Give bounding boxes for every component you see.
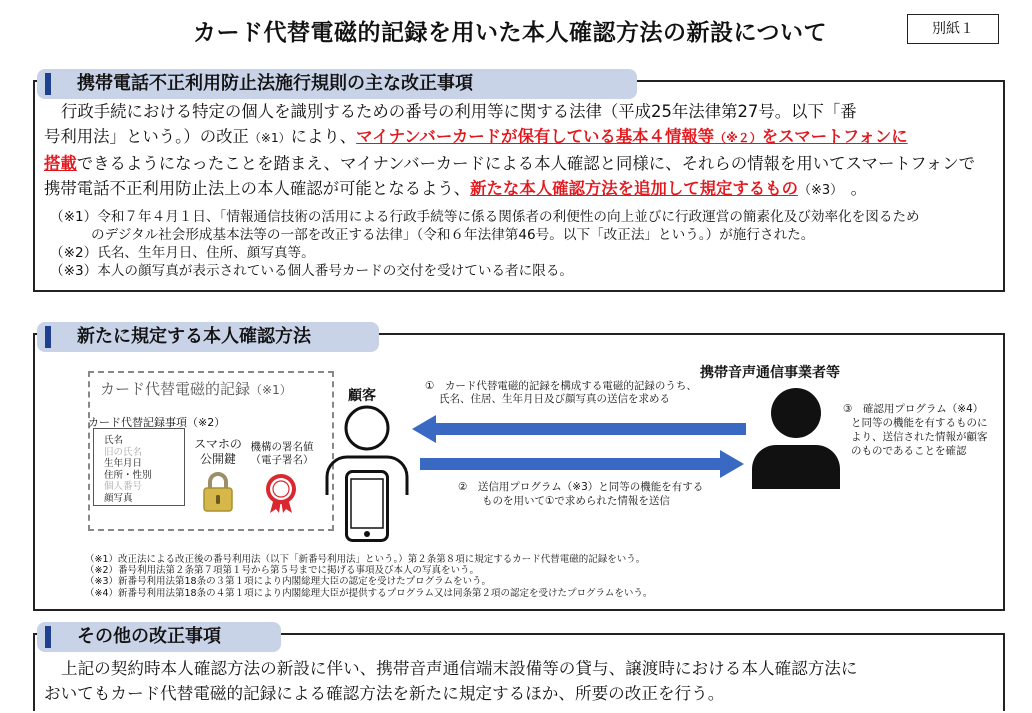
- step-2-text: [458, 480, 703, 508]
- note-3: （※3）本人の顔写真が表示されている個人番号カードの交付を受けている者に限る。: [50, 263, 574, 279]
- customer-label: 顧客: [348, 388, 376, 404]
- step-line: と同等の機能を有するものに: [851, 417, 988, 429]
- padlock-icon: [201, 471, 235, 513]
- note-1-cont: のデジタル社会形成基本法等の一部を改正する法律」（令和６年法律第46号。以下「改正法」という。）が施行された。: [91, 227, 815, 243]
- carrier-person-icon: [748, 385, 844, 493]
- note-ref: （※3）: [797, 183, 837, 198]
- step-line: ③ 確認用プログラム（※4）: [843, 403, 984, 415]
- card-item: 住所・性別: [104, 469, 152, 481]
- para-line-1: 行政手続における特定の個人を識別するための番号の利用等に関する法律（平成25年法律第27号。以下「番: [61, 102, 857, 121]
- card-item: 生年月日: [104, 458, 143, 469]
- note-2: （※2）氏名、生年月日、住所、顔写真等。: [50, 245, 315, 261]
- footnote-3: （※3）新番号利用法第18条の３第１項により内閣総理大臣の認定を受けたプログラムをいう。: [85, 576, 491, 588]
- card-record-title: [100, 378, 292, 399]
- step-line: ② 送信用プログラム（※3）と同等の機能を有する: [458, 481, 704, 493]
- para-line-1: 上記の契約時本人確認方法の新設に伴い、携帯音声通信端末設備等の貸与、譲渡時における本人確認方法に: [61, 659, 858, 678]
- text-span: できるようになったことを踏まえ、マイナンバーカードによる本人確認と同様に、それらの情報を用いてスマートフォンで: [76, 154, 975, 173]
- smartphone-icon: [345, 470, 389, 542]
- section1-notes: [50, 208, 1000, 280]
- card-item: 氏名: [104, 435, 124, 446]
- footnote-2: （※2）番号利用法第２条第７項第１号から第５号までに掲げる事項及び本人の写真をいう。: [85, 565, 480, 577]
- step-line: ものを用いて①で求められた情報を送信: [482, 495, 670, 507]
- heading-bar-icon: [45, 73, 51, 95]
- highlight-text: マイナンバーカードが保有している基本４情報等: [356, 127, 715, 146]
- highlight-text: 新たな本人確認方法を追加して規定するもの: [470, 179, 798, 198]
- send-arrow-icon: [420, 449, 744, 479]
- text-span: 。: [850, 179, 868, 198]
- card-items-list: [104, 435, 184, 504]
- request-arrow-icon: [412, 414, 746, 444]
- key-label-line: 公開鍵: [199, 452, 236, 466]
- para-line-4: [44, 176, 1004, 203]
- attachment-badge: 別紙１: [907, 14, 999, 44]
- section-heading-text: その他の改正事項: [77, 626, 221, 647]
- section1-paragraph: [44, 99, 1004, 203]
- note-ref: （※1）: [250, 383, 292, 397]
- seal-icon: [262, 472, 300, 514]
- card-items-box: [93, 428, 185, 506]
- note-ref: （※1）: [248, 131, 291, 145]
- page-title: カード代替電磁的記録を用いた本人確認方法の新設について: [192, 20, 828, 46]
- sig-label-line: （電子署名）: [250, 454, 314, 466]
- step-line: より、送信された情報が顧客: [851, 431, 988, 443]
- step-3-text: [843, 402, 988, 458]
- footnote-4: （※4）新番号利用法第18条の４第１項により内閣総理大臣が提供するプログラム又は同条第２項の認定を受けたプログラムをいう。: [85, 587, 653, 599]
- card-title-text: カード代替電磁的記録: [100, 380, 251, 398]
- heading-bar-icon: [45, 326, 51, 348]
- section-heading-text: 携帯電話不正利用防止法施行規則の主な改正事項: [77, 73, 473, 94]
- heading-bar-icon: [45, 626, 51, 648]
- card-items-title: カード代替記録事項（※2）: [88, 416, 226, 429]
- step-line: ① カード代替電磁的記録を構成する電磁的記録のうち、: [425, 380, 697, 392]
- carrier-label: 携帯音声通信事業者等: [700, 365, 840, 381]
- step-1-text: [425, 380, 697, 406]
- step-line: のものであることを確認: [851, 445, 967, 457]
- card-item: 顔写真: [104, 492, 133, 504]
- highlight-text: 搭載: [44, 154, 77, 173]
- note-1: （※1）令和７年４月１日、「情報通信技術の活用による行政手続等に係る関係者の利便性の向上並びに行政運営の簡素化及び効率化を図るため: [50, 209, 920, 225]
- text-span: 携帯電話不正利用防止法上の本人確認が可能となるよう、: [44, 179, 471, 198]
- text-span: 号利用法」という。）の改正: [44, 127, 249, 146]
- highlight-note-ref: （※２）: [714, 131, 762, 145]
- step-line: 氏名、住居、生年月日及び顔写真の送信を求める: [439, 393, 670, 405]
- section-heading-new-method: [37, 322, 379, 352]
- para-line-2: おいてもカード代替電磁的記録による確認方法を新たに規定するほか、所要の改正を行う。: [44, 684, 725, 703]
- signature-label: [244, 441, 320, 467]
- text-span: により、: [290, 127, 357, 146]
- section3-paragraph: [44, 656, 1004, 706]
- section-heading-main-amendments: [37, 69, 637, 99]
- section2-footnotes: [85, 554, 985, 599]
- para-line-3: [44, 151, 1004, 176]
- highlight-text: をスマートフォンに: [761, 127, 908, 146]
- section-heading-other-amendments: [37, 622, 281, 652]
- key-label-line: スマホの: [194, 437, 242, 451]
- section-heading-text: 新たに規定する本人確認方法: [77, 326, 311, 347]
- card-item: 旧の氏名: [104, 446, 143, 458]
- para-line-2: [44, 124, 1004, 151]
- card-item: 個人番号: [104, 481, 143, 492]
- footnote-1: （※1）改正法による改正後の番号利用法（以下「新番号利用法」という。）第２条第８項に規定するカード代替電磁的記録をいう。: [85, 554, 646, 565]
- sig-label-line: 機構の署名値: [250, 441, 314, 453]
- key-label: [193, 437, 243, 467]
